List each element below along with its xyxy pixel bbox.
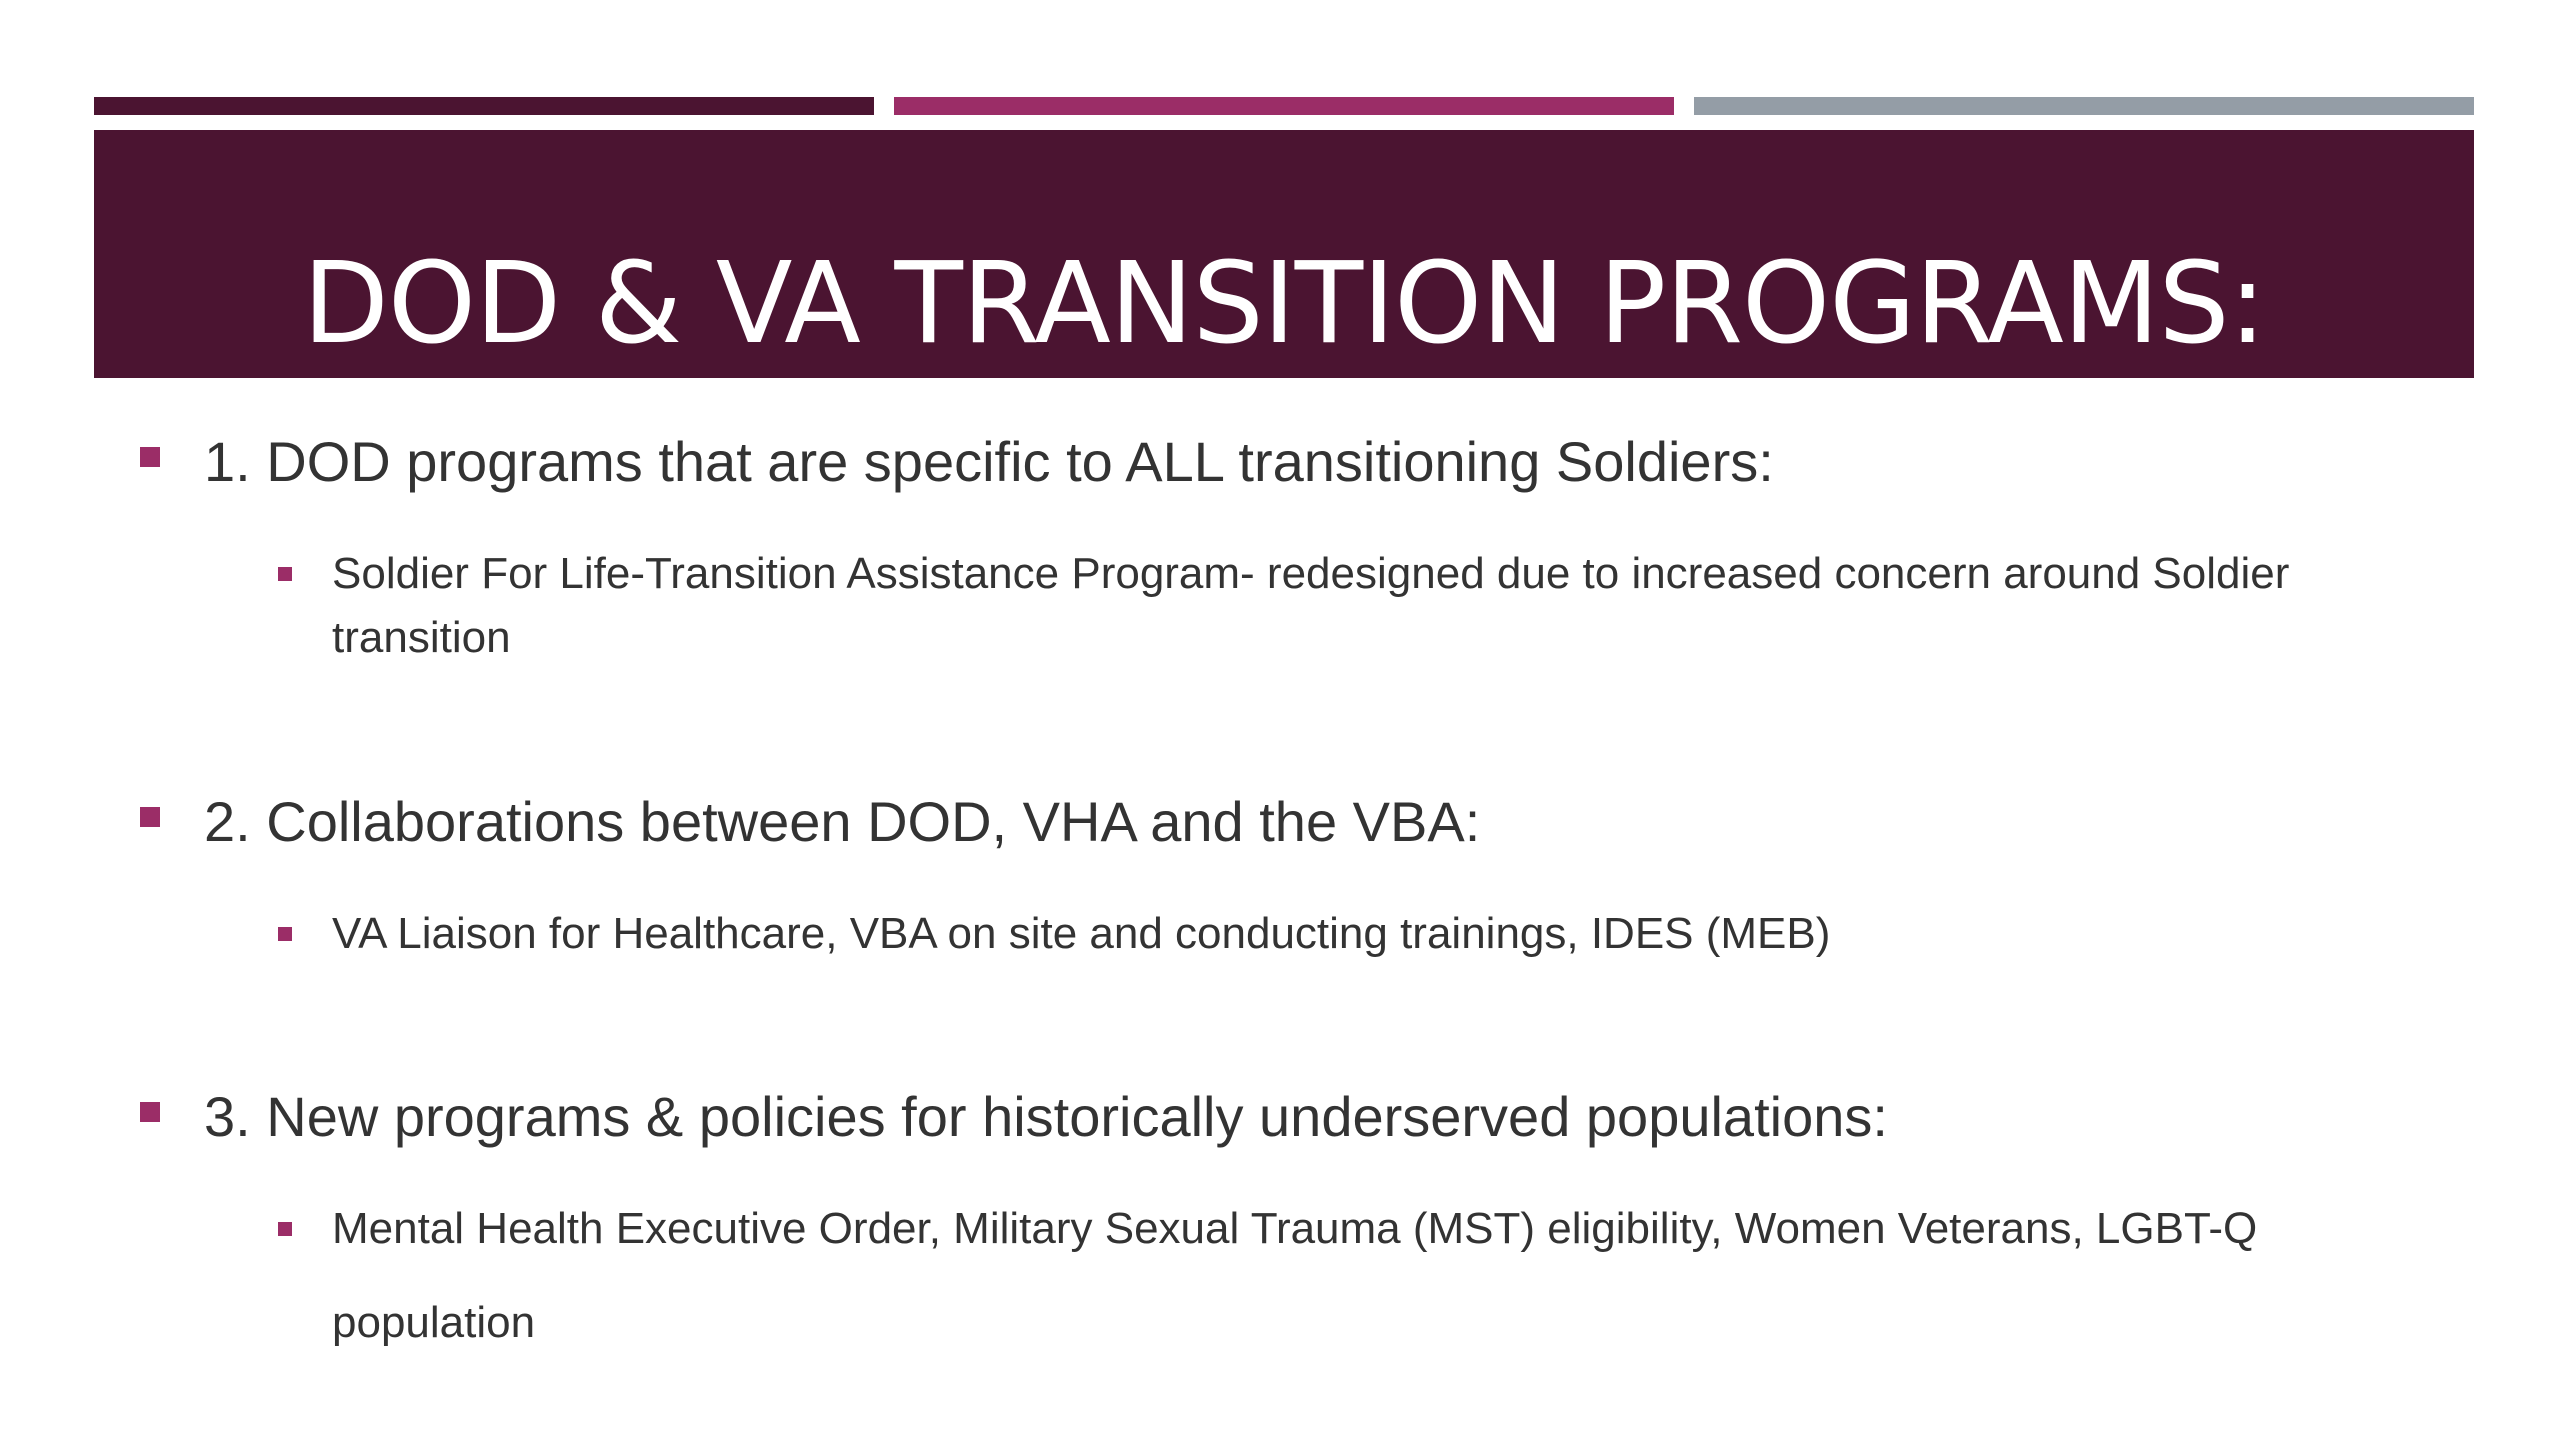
slide-title: DOD & VA TRANSITION PROGRAMS: [302, 239, 2266, 369]
bullet-text-3: 3. New programs & policies for historically underserved populations: [204, 1085, 1888, 1148]
accent-bar-gray [1694, 97, 2474, 115]
bullet-item-2 [140, 790, 1480, 854]
accent-bar-dark [94, 97, 874, 115]
bullet-text-2: 2. Collaborations between DOD, VHA and the VBA: [204, 790, 1481, 853]
sub-bullet-item-2 [278, 902, 2428, 966]
bullet-item-1 [140, 430, 1774, 494]
accent-bar-magenta [894, 97, 1674, 115]
square-bullet-icon [278, 927, 292, 941]
square-bullet-icon [140, 1102, 160, 1122]
sub-bullet-text-1: Soldier For Life-Transition Assistance Program- redesigned due to increased concern around Soldier transition [332, 549, 2290, 662]
bullet-item-3 [140, 1085, 1888, 1149]
square-bullet-icon [278, 1222, 292, 1236]
sub-bullet-item-3 [278, 1197, 2428, 1370]
square-bullet-icon [140, 447, 160, 467]
square-bullet-icon [278, 567, 292, 581]
sub-bullet-text-3: Mental Health Executive Order, Military Sexual Trauma (MST) eligibility, Women Veterans, LGBT-Q population [332, 1204, 2258, 1347]
square-bullet-icon [140, 807, 160, 827]
title-banner [94, 130, 2474, 378]
bullet-text-1: 1. DOD programs that are specific to ALL transitioning Soldiers: [204, 430, 1774, 493]
sub-bullet-text-2: VA Liaison for Healthcare, VBA on site and conducting trainings, IDES (MEB) [332, 909, 1831, 958]
sub-bullet-item-1 [278, 542, 2428, 670]
